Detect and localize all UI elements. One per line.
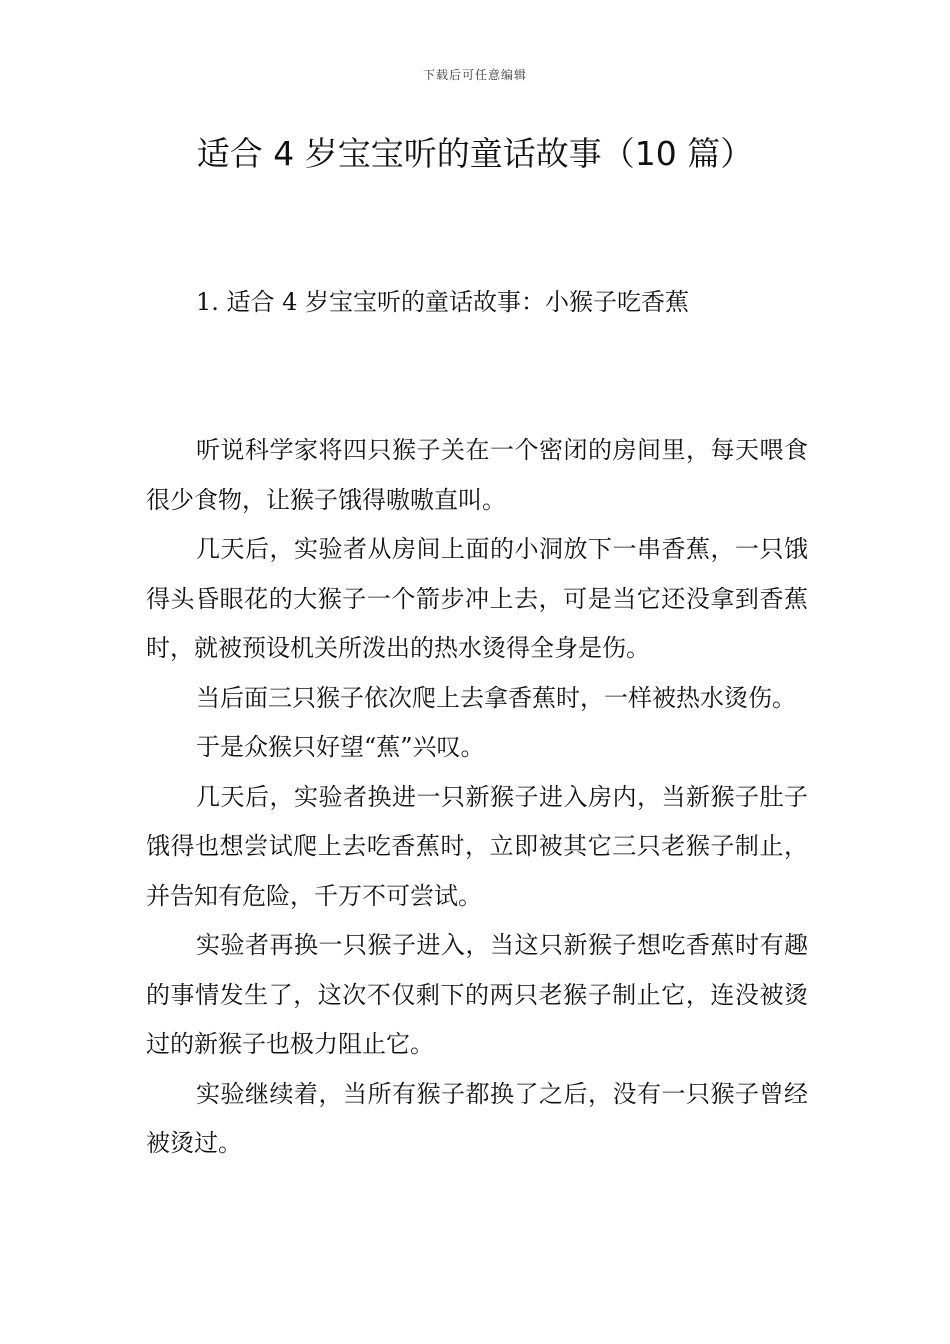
paragraph: 实验继续着，当所有猴子都换了之后，没有一只猴子曾经被烫过。 <box>146 1079 808 1157</box>
paragraph: 实验者再换一只猴子进入，当这只新猴子想吃香蕉时有趣的事情发生了，这次不仅剩下的两只老猴子制止它，连没被烫过的新猴子也极力阻止它。 <box>146 931 808 1058</box>
paragraph: 几天后，实验者从房间上面的小洞放下一串香蕉，一只饿得头昏眼花的大猴子一个箭步冲上去，可是当它还没拿到香蕉时，就被预设机关所泼出的热水烫得全身是伤。 <box>146 535 808 662</box>
document-title: 适合 4 岁宝宝听的童话故事（10 篇） <box>196 134 754 173</box>
paragraph: 几天后，实验者换进一只新猴子进入房内，当新猴子肚子饿得也想尝试爬上去吃香蕉时，立即被其它三只老猴子制止，并告知有危险，千万不可尝试。 <box>146 782 808 910</box>
paragraph: 当后面三只猴子依次爬上去拿香蕉时，一样被热水烫伤。 <box>196 683 796 712</box>
header-note: 下载后可任意编辑 <box>422 68 527 82</box>
section-heading: 1. 适合 4 岁宝宝听的童话故事：小猴子吃香蕉 <box>196 288 690 316</box>
story-body <box>146 426 808 1169</box>
paragraph: 于是众猴只好望“蕉”兴叹。 <box>196 733 485 761</box>
paragraph: 听说科学家将四只猴子关在一个密闭的房间里，每天喂食很少食物，让猴子饿得嗷嗷直叫。 <box>146 436 808 514</box>
